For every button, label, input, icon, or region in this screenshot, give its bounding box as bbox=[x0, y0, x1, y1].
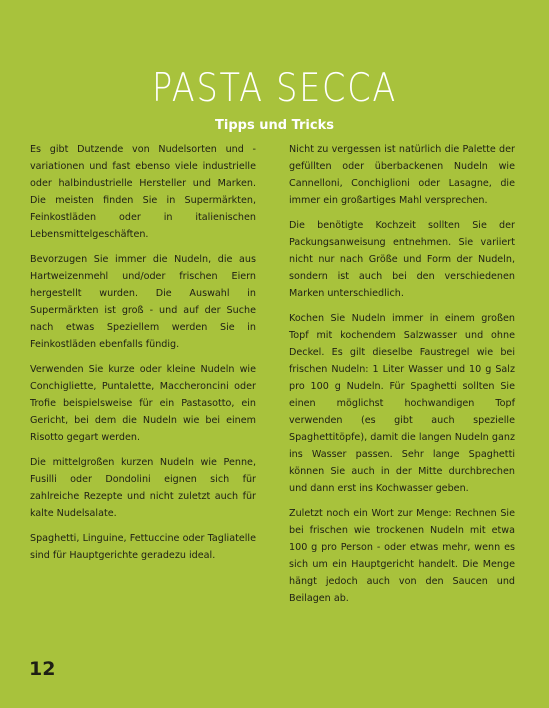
paragraph-left-4: Die mittelgroßen kurzen Nudeln wie Penne, Fusilli oder Dondolini eignen sich für zahlreiche Rezepte und nicht zuletzt auch für kalte Nudelsalate. bbox=[30, 457, 256, 519]
paragraph-right-3: Kochen Sie Nudeln immer in einem großen Topf mit kochendem Salzwasser und ohne Deckel. Es gilt dieselbe Faustregel wie bei frischen Nudeln: 1 Liter Wasser und 10 g Salz pro 100 g Nudeln. Für Spaghetti sollten Sie einen möglichst hochwandigen Topf verwenden (es gibt auch spezielle Spaghettitöpfe), damit die langen Nudeln ganz ins Wasser passen. Sehr lange Spaghetti können Sie auch in der Mitte durchbrechen und dann erst ins Kochwasser geben. bbox=[289, 313, 515, 494]
section-subtitle: Tipps und Tricks bbox=[215, 117, 334, 133]
paragraph-left-1: Es gibt Dutzende von Nudelsorten und -variationen und fast ebenso viele industrielle oder halbindustrielle Hersteller und Marken. Die meisten finden Sie in Supermärkten, Feinkostläden oder in italienischen Lebensmittelgeschäften. bbox=[30, 144, 256, 240]
paragraph-right-2: Die benötigte Kochzeit sollten Sie der Packungsanweisung entnehmen. Sie variiert nicht nur nach Größe und Form der Nudeln, sondern ist auch bei den verschiedenen Marken unterschiedlich. bbox=[289, 220, 515, 299]
paragraph-right-4: Zuletzt noch ein Wort zur Menge: Rechnen Sie bei frischen wie trockenen Nudeln mit etwa 100 g pro Person - oder etwas mehr, wenn es sich um ein Hauptgericht handelt. Die Menge hängt jedoch auch von den Saucen und Beilagen ab. bbox=[289, 508, 515, 604]
paragraph-left-3: Verwenden Sie kurze oder kleine Nudeln wie Conchigliette, Puntalette, Maccheroncini oder Trofie beispielsweise für ein Pastasotto, ein Gericht, bei dem die Nudeln wie bei einem Risotto gegart werden. bbox=[30, 364, 256, 443]
left-text-column bbox=[30, 141, 256, 572]
right-text-column bbox=[289, 141, 515, 615]
page-number: 12 bbox=[29, 658, 56, 680]
page-title: PASTA SECCA bbox=[152, 66, 397, 112]
paragraph-right-1: Nicht zu vergessen ist natürlich die Palette der gefüllten oder überbackenen Nudeln wie Cannelloni, Conchiglioni oder Lasagne, die immer ein großartiges Mahl versprechen. bbox=[289, 144, 515, 206]
paragraph-left-5: Spaghetti, Linguine, Fettuccine oder Tagliatelle sind für Hauptgerichte geradezu ideal. bbox=[30, 533, 256, 561]
paragraph-left-2: Bevorzugen Sie immer die Nudeln, die aus Hartweizenmehl und/oder frischen Eiern hergestellt wurden. Die Auswahl in Supermärkten ist groß - und auf der Suche nach etwas Speziellem werden Sie in Feinkostläden ebenfalls fündig. bbox=[30, 254, 256, 350]
